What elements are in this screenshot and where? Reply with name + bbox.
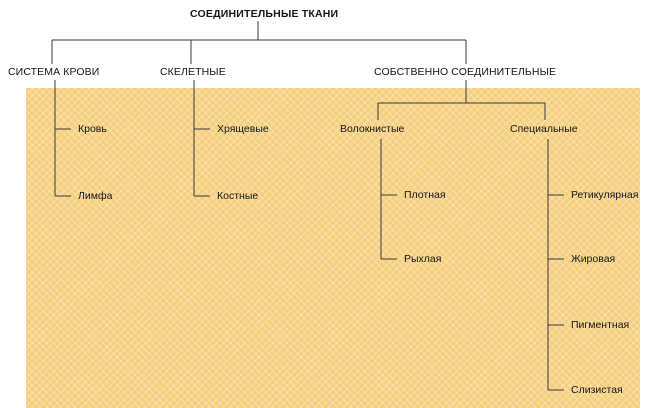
node-blood: Кровь [78,123,107,135]
node-cartilage: Хрящевые [217,123,269,135]
node-dense: Плотная [404,189,446,201]
node-reticular: Ретикулярная [571,189,639,201]
diagram-background-panel [26,88,640,408]
node-skeletal: СКЕЛЕТНЫЕ [160,66,226,78]
node-adipose: Жировая [571,253,616,265]
node-proper-connective: СОБСТВЕННО СОЕДИНИТЕЛЬНЫЕ [374,66,557,78]
node-bone: Костные [217,190,259,202]
node-mucous: Слизистая [571,384,623,396]
diagram-title: СОЕДИНИТЕЛЬНЫЕ ТКАНИ [190,8,339,20]
node-fibrous: Волокнистые [340,123,405,135]
node-pigment: Пигментная [571,319,630,331]
node-blood-system: СИСТЕМА КРОВИ [8,66,100,78]
node-loose: Рыхлая [404,253,442,265]
node-lymph: Лимфа [78,190,113,202]
node-special: Специальные [510,123,578,135]
